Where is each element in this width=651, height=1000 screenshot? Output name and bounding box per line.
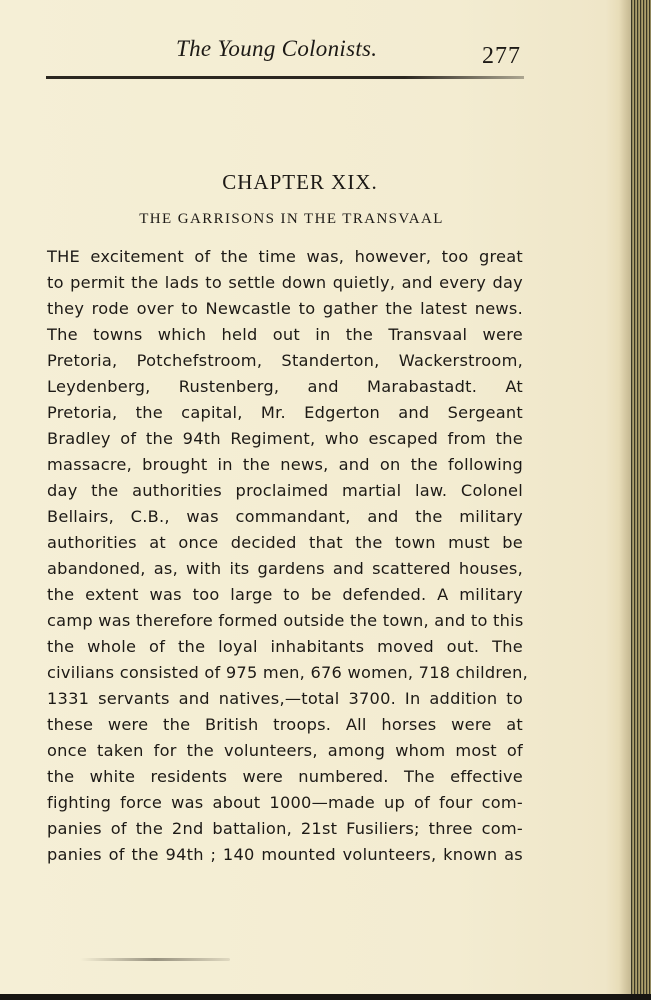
scan-bottom-edge xyxy=(0,994,651,1000)
header-rule xyxy=(46,76,524,79)
text-line: the whole of the loyal inhabitants moved out. The xyxy=(47,637,523,656)
text-line: panies of the 94th ; 140 mounted volunteers, known as xyxy=(47,845,523,864)
text-line: massacre, brought in the news, and on the following xyxy=(47,455,523,474)
text-line: civilians consisted of 975 men, 676 women, 718 children, xyxy=(47,663,529,682)
text-line: panies of the 2nd battalion, 21st Fusiliers; three com- xyxy=(47,819,523,838)
text-line: these were the British troops. All horses were at xyxy=(47,715,523,734)
text-line: The towns which held out in the Transvaal were xyxy=(47,325,523,344)
text-line: Pretoria, the capital, Mr. Edgerton and Sergeant xyxy=(47,403,523,422)
text-line: fighting force was about 1000—made up of four com- xyxy=(47,793,523,812)
text-line: 1331 servants and natives,—total 3700. In addition to xyxy=(47,689,523,708)
text-line: camp was therefore formed outside the town, and to this xyxy=(47,611,524,630)
text-line: Pretoria, Potchefstroom, Standerton, Wackerstroom, xyxy=(47,351,523,370)
chapter-title: CHAPTER XIX. xyxy=(222,170,378,194)
text-line: they rode over to Newcastle to gather the latest news. xyxy=(47,299,523,318)
text-line: day the authorities proclaimed martial law. Colonel xyxy=(47,481,523,500)
text-line: authorities at once decided that the town must be xyxy=(47,533,523,552)
text-line: Bradley of the 94th Regiment, who escaped from the xyxy=(47,429,523,448)
page-header xyxy=(48,36,578,76)
chapter-subtitle: THE GARRISONS IN THE TRANSVAAL xyxy=(139,211,444,227)
text-line: abandoned, as, with its gardens and scattered houses, xyxy=(47,559,523,578)
page-edge-strip xyxy=(631,0,651,1000)
page-number: 277 xyxy=(482,43,521,69)
running-title: The Young Colonists. xyxy=(176,36,378,61)
text-line: to permit the lads to settle down quietly, and every day xyxy=(47,273,523,292)
page-gutter-shadow xyxy=(619,0,631,1000)
text-line: the white residents were numbered. The effective xyxy=(47,767,523,786)
text-line: once taken for the volunteers, among whom most of xyxy=(47,741,523,760)
text-line: Bellairs, C.B., was commandant, and the military xyxy=(47,507,523,526)
text-line: the extent was too large to be defended. A military xyxy=(47,585,523,604)
text-line: Leydenberg, Rustenberg, and Marabastadt. At xyxy=(47,377,523,396)
footer-mark xyxy=(80,958,230,961)
text-line: THE excitement of the time was, however, too great xyxy=(47,247,523,266)
body-text xyxy=(47,244,529,868)
